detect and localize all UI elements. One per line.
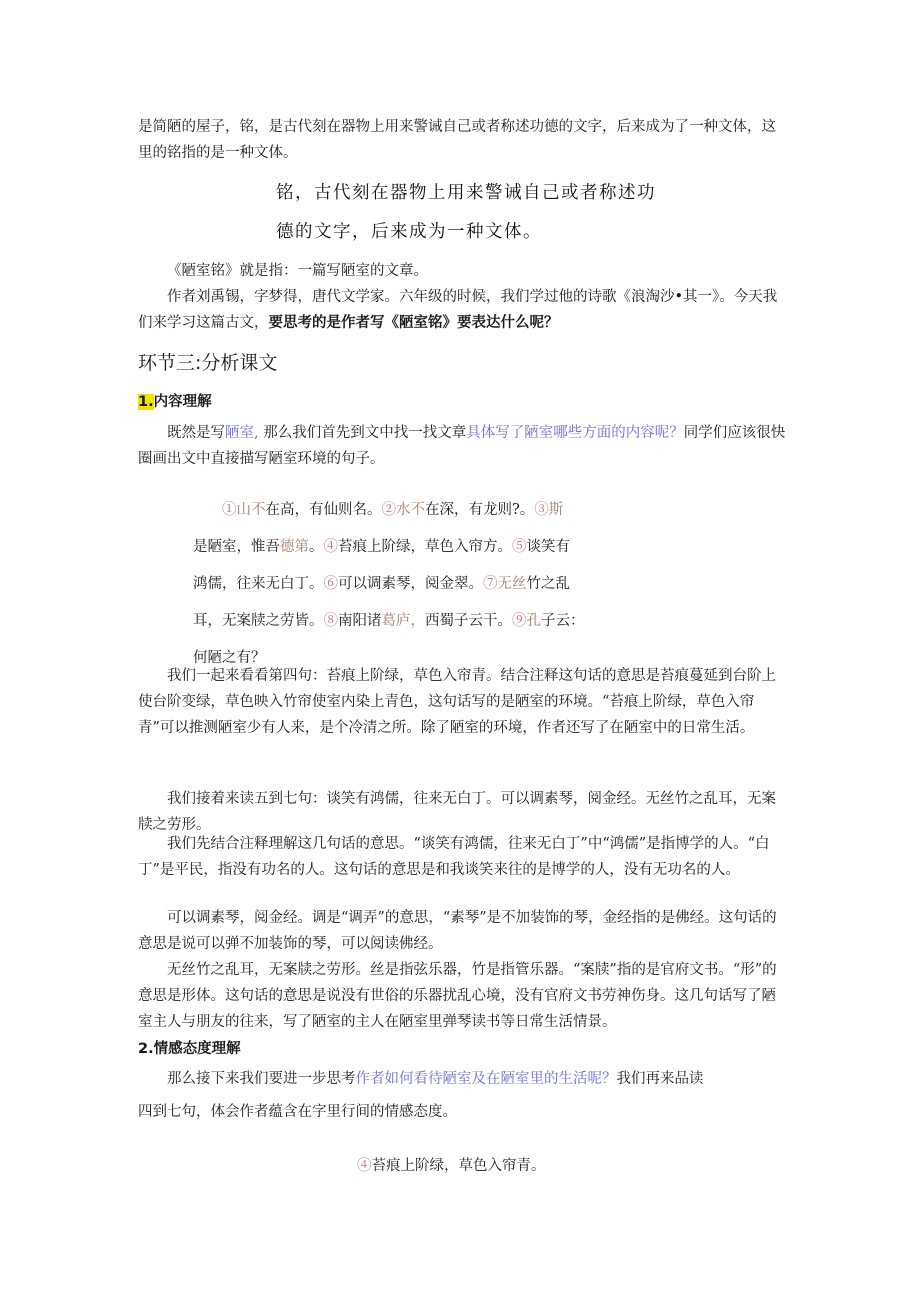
poem-text: 鸿儒，往来无白丁。: [193, 576, 324, 592]
calligraphy-line-2: 德的文字，后来成为一种文体。: [276, 222, 542, 242]
emotion-text-c: 我们再来品读: [616, 1071, 704, 1087]
intro-paragraph: 是简陋的屋子，铭，是古代刻在器物上用来警诫自己或者称述功德的文字，后来成为了一种文体，这里的铭指的是一种文体。: [138, 119, 776, 161]
calligraphy-line-1: 铭，古代刻在器物上用来警诫自己或者称述功: [276, 183, 656, 203]
quote4: [357, 1154, 546, 1175]
author-question: 要思考的是作者写《陋室铭》要表达什么呢？: [268, 314, 559, 331]
poem-num-4: ④: [323, 539, 338, 555]
poem-num-3: ③: [534, 502, 549, 518]
meaning-paragraph: 《陋室铭》就是指：一篇写陋室的文章。: [167, 263, 428, 279]
content-paragraph: [138, 420, 788, 472]
sub1-number: 1.: [138, 394, 154, 410]
poem-num-9: ⑨: [512, 613, 527, 629]
poem-hl-5: 无丝: [497, 576, 527, 592]
sentence5-7-paragraph: 我们接着来读五到七句：谈笑有鸿儒，往来无白丁。可以调素琴，阅金经。无丝竹之乱耳，无案牍之劳形。: [138, 791, 776, 833]
sub1-heading: [138, 390, 212, 411]
poem-line-5: 何陋之有？: [193, 650, 266, 666]
poem-num-8: ⑧: [323, 613, 338, 629]
sizhu-paragraph: 无丝竹之乱耳，无案牍之劳形。丝是指弦乐器，竹是指管乐器。“案牍”指的是官府文书。“形”的意思是形体。这句话的意思是说没有世俗的乐器扰乱心境，没有官府文书劳神伤身。这几句话写了陋室主人与朋友的往来，写了陋室的主人在陋室里弹琴读书等日常生活情景。: [138, 962, 777, 1030]
emotion-text-a: 那么接下来我们要进一步思考: [167, 1071, 356, 1087]
poem-text: 。: [309, 539, 324, 555]
author-text: 作者刘禹锡，字梦得，唐代文学家。六年级的时候，我们学过他的诗歌《浪淘沙•其一》。今天我们来学习这篇古文，: [138, 289, 778, 331]
sub2-heading: 2.情感态度理解: [138, 1041, 241, 1057]
poem-text: 苔痕上阶绿，草色入帘方。: [338, 539, 512, 555]
poem-hl-3: 斯: [548, 502, 564, 518]
suqin-paragraph: 可以调素琴，阅金经。调是“调弄”的意思，“素琴”是不加装饰的琴，金经指的是佛经。这句话的意思是说可以弹不加装饰的琴，可以阅读佛经。: [138, 910, 777, 952]
poem-line-4: [193, 609, 585, 630]
emotion-paragraph-line2: 四到七句，体会作者蕴含在字里行间的情感态度。: [138, 1104, 457, 1120]
content-text-a: 既然是写: [167, 425, 225, 441]
content-question: 具体写了陋室哪些方面的内容呢？: [466, 425, 684, 441]
poem-text: 谈笑有: [526, 539, 570, 555]
emotion-question: 作者如何看待陋室及在陋室里的生活呢？: [355, 1071, 617, 1087]
poem-text: 在深，有龙则?。: [425, 502, 535, 518]
poem-num-6: ⑥: [323, 576, 338, 592]
poem-hl-1: 山不: [236, 502, 266, 518]
poem-text: 在高，有仙则名。: [265, 502, 382, 518]
content-highlight-lushi: 陋室,: [225, 425, 259, 441]
section3-title: 环节三:分析课文: [138, 352, 278, 374]
poem-text: 竹之乱: [526, 576, 570, 592]
quote4-number: ④: [357, 1158, 372, 1174]
poem-text: 耳，无案牍之劳皆。: [193, 613, 324, 629]
emotion-paragraph: [138, 1066, 788, 1092]
poem-text: 子云：: [541, 613, 585, 629]
poem-text: 可以调素琴，阅金翠。: [338, 576, 483, 592]
sentence4-paragraph: 我们一起来看看第四句：苔痕上阶绿，草色入帘青。结合注释这句话的意思是苔痕蔓延到台阶上使台阶变绿，草色映入竹帘使室内染上青色，这句话写的是陋室的环境。“苔痕上阶绿，草色入帘青”可以推测陋室少有人来，是个冷清之所。除了陋室的环境，作者还写了在陋室中的日常生活。: [138, 668, 776, 736]
hongru-paragraph: 我们先结合注释理解这几句话的意思。“谈笑有鸿儒，往来无白丁”中“鸿儒”是指博学的人。“白丁”是平民，指没有功名的人。这句话的意思是和我谈笑来往的是博学的人，没有无功名的人。: [138, 836, 770, 878]
poem-text: 是陋室，惟吾: [193, 539, 280, 555]
poem-hl-7: 孔: [526, 613, 541, 629]
poem-line-2: [193, 535, 570, 556]
content-text-c: 那么我们首先到文中找一找文章: [258, 425, 467, 441]
content-text-e: 同学们应该很快圈画出文中直接描写陋室环境的句子。: [138, 425, 786, 467]
poem-text: 西蜀子云干。: [425, 613, 512, 629]
poem-text: 南阳诸: [338, 613, 382, 629]
sub1-title: 内容理解: [153, 394, 212, 410]
poem-num-2: ②: [381, 502, 396, 518]
poem-line-3: [193, 572, 570, 593]
poem-num-1: ①: [222, 502, 237, 518]
poem-num-7: ⑦: [483, 576, 498, 592]
quote4-text: 苔痕上阶绿，草色入帘青。: [371, 1158, 546, 1174]
poem-hl-2: 水不: [396, 502, 425, 518]
poem-line-1: [222, 498, 563, 519]
poem-hl-6: 葛庐，: [381, 613, 425, 629]
author-paragraph: [138, 284, 788, 336]
poem-hl-4: 德第: [280, 539, 309, 555]
poem-num-5: ⑤: [512, 539, 527, 555]
